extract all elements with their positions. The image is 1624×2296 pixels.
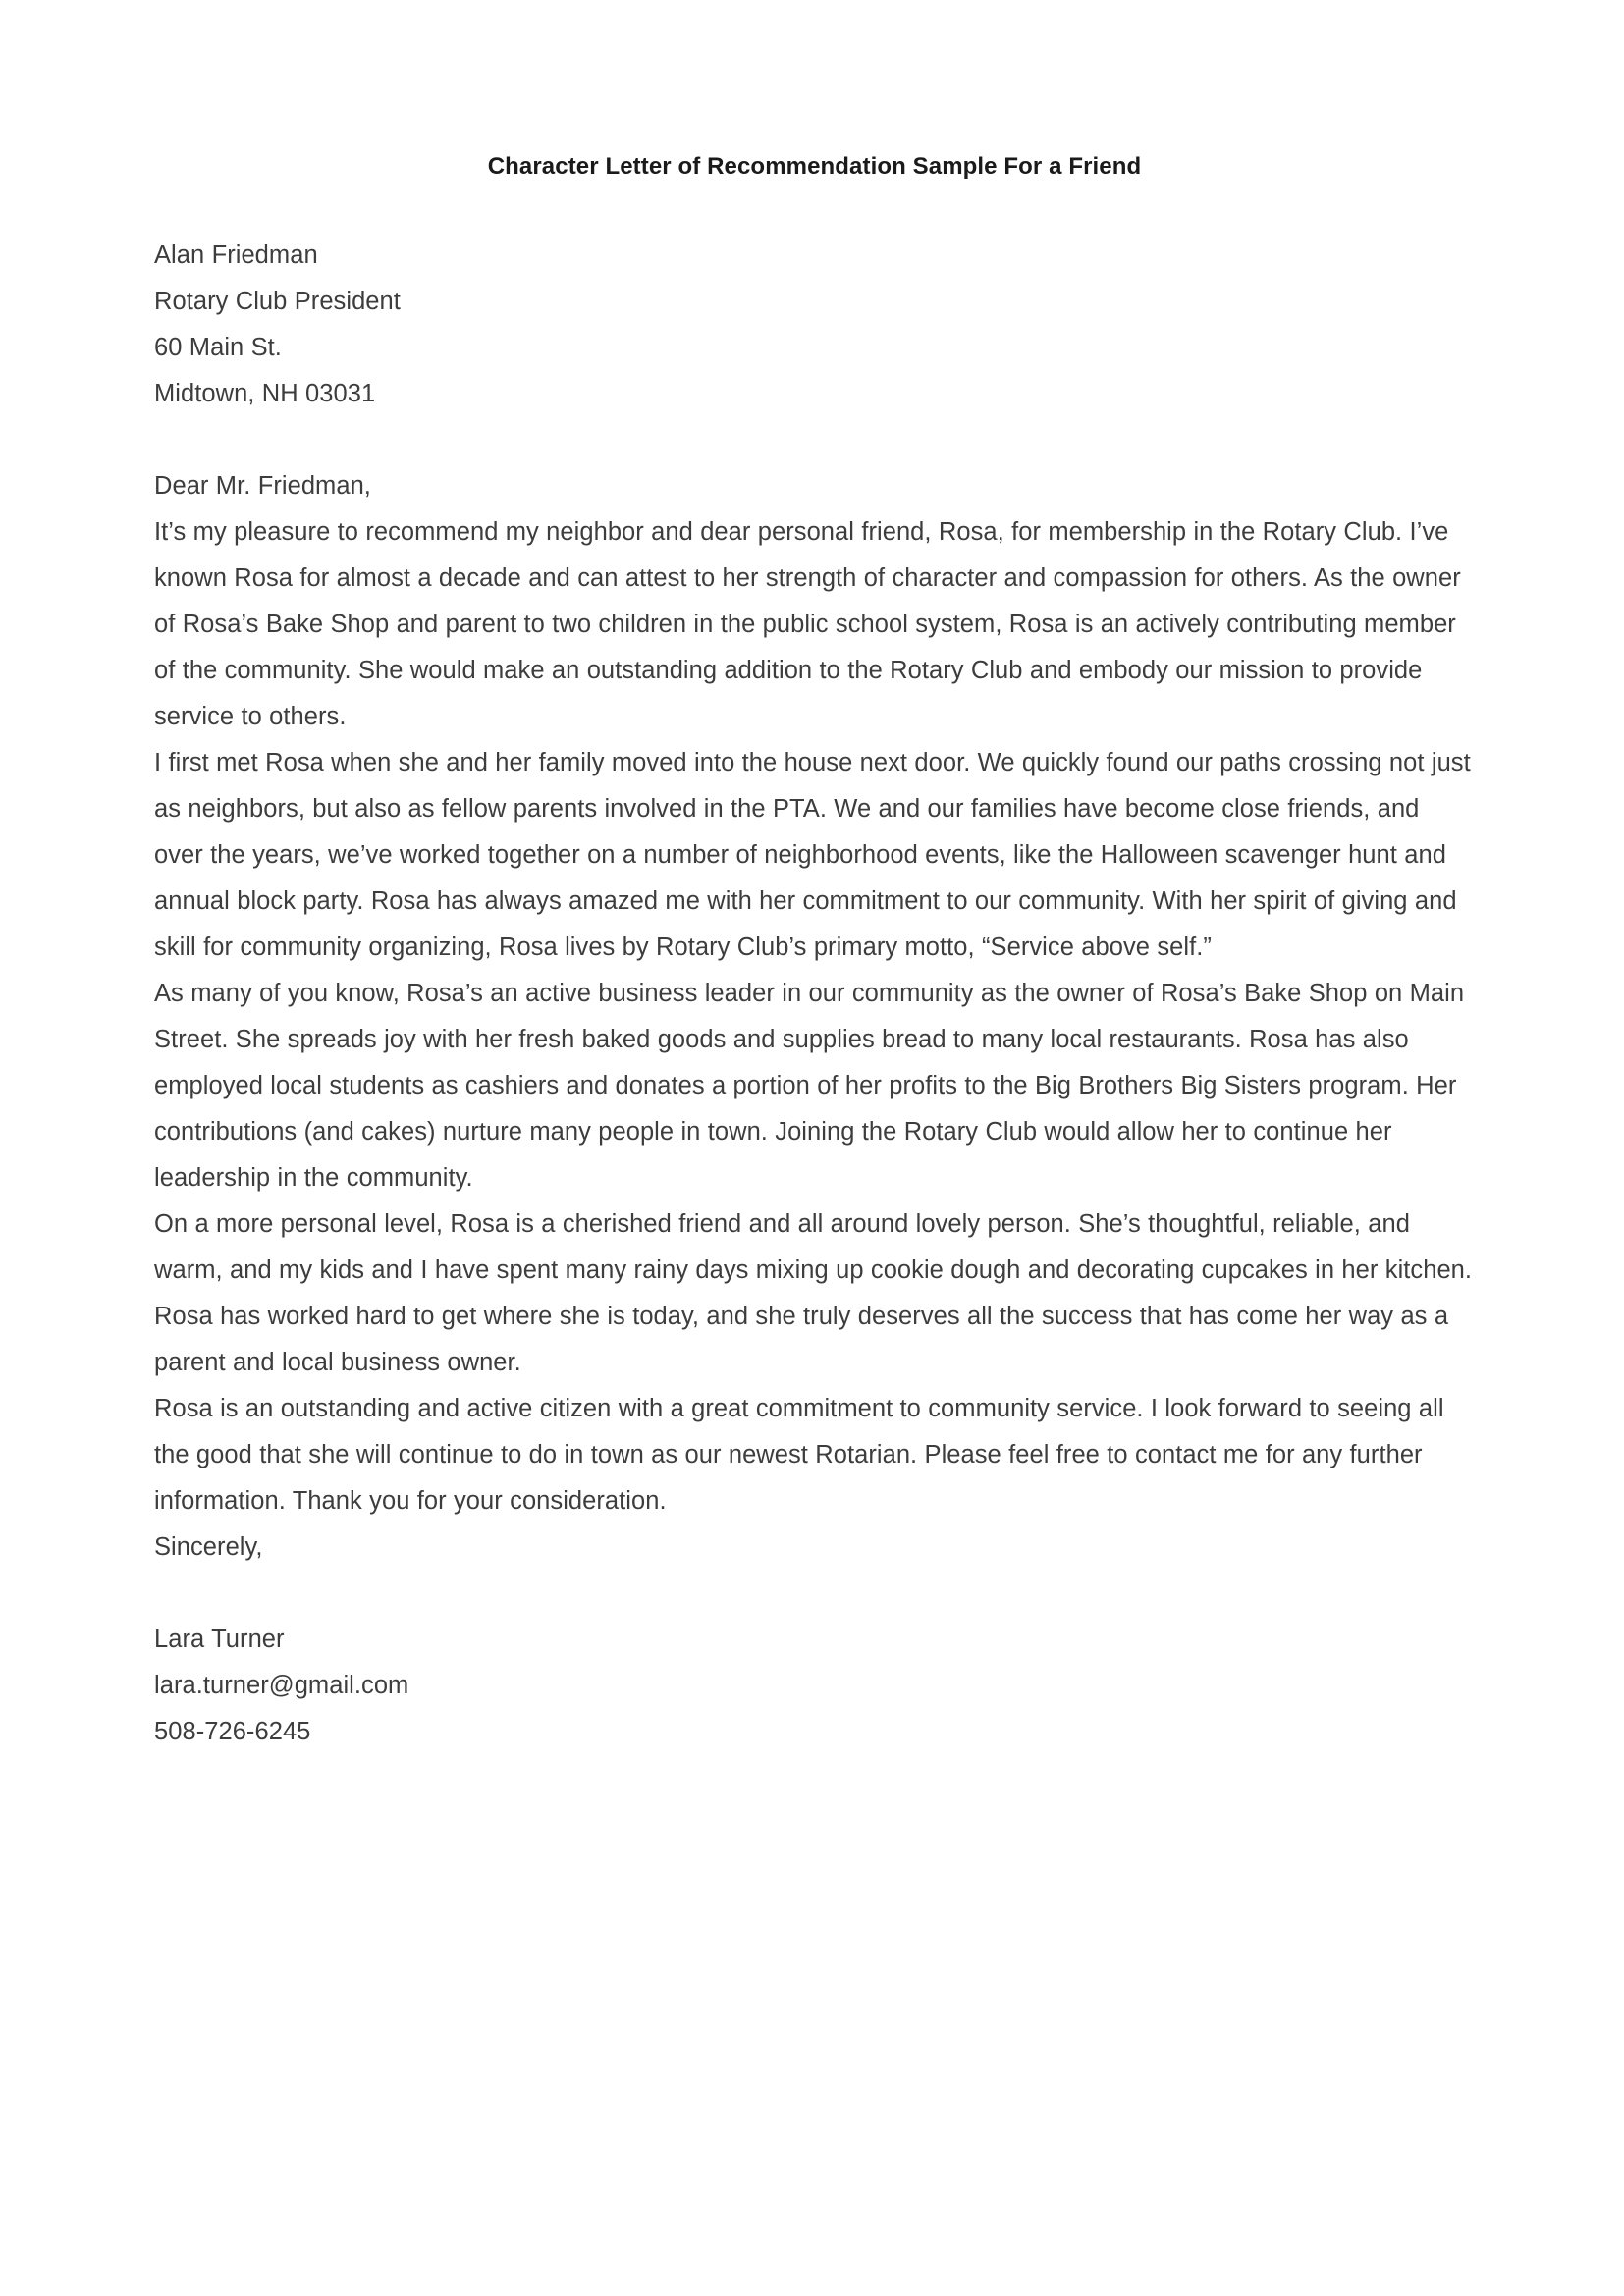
signer-name: Lara Turner (154, 1626, 285, 1653)
recipient-name: Alan Friedman (154, 241, 318, 269)
page-title: Character Letter of Recommendation Sample For a Friend (487, 153, 1142, 180)
recipient-address-block (154, 233, 1475, 417)
address-body-spacer (154, 417, 1475, 463)
body-paragraph-1: It’s my pleasure to recommend my neighbor and dear personal friend, Rosa, for membership in the Rotary Club. I’ve known Rosa for almost a decade and can attest to her strength of character and compassion for others. As the owner of Rosa’s Bake Shop and parent to two children in the public school system, Rosa is an actively contributing member of the community. She would make an outstanding addition to the Rotary Club and embody our mission to provide service to others. (154, 518, 1461, 730)
body-paragraph-4: On a more personal level, Rosa is a cherished friend and all around lovely person. She’s thoughtful, reliable, and warm, and my kids and I have spent many rainy days mixing up cookie dough and decorating cupcakes in her kitchen. Rosa has worked hard to get where she is today, and she truly deserves all the success that has come her way as a parent and local business owner. (154, 1210, 1473, 1376)
signature-spacer (154, 1571, 1475, 1617)
signer-email: lara.turner@gmail.com (154, 1672, 409, 1699)
body-paragraph-5: Rosa is an outstanding and active citizen with a great commitment to community service. I look forward to seeing all the good that she will continue to do in town as our newest Rotarian. Please feel free to contact me for any further information. Thank you for your consideration. (154, 1395, 1444, 1515)
closing-salutation: Sincerely, (154, 1533, 263, 1561)
body-paragraph-2: I first met Rosa when she and her family moved into the house next door. We quickly found our paths crossing not just as neighbors, but also as fellow parents involved in the PTA. We and our families have become close friends, and over the years, we’ve worked together on a number of neighborhood events, like the Halloween scavenger hunt and annual block party. Rosa has always amazed me with her commitment to our community. With her spirit of giving and skill for community organizing, Rosa lives by Rotary Club’s primary motto, “Service above self.” (154, 749, 1471, 961)
signer-phone: 508-726-6245 (154, 1718, 311, 1745)
recipient-role: Rotary Club President (154, 288, 401, 315)
title-spacer (154, 182, 1475, 233)
salutation: Dear Mr. Friedman, (154, 472, 371, 500)
recipient-city-state-zip: Midtown, NH 03031 (154, 380, 376, 407)
letter-content (154, 0, 1475, 1755)
recipient-street: 60 Main St. (154, 334, 282, 361)
signature-block (154, 1617, 1475, 1755)
body-paragraph-3: As many of you know, Rosa’s an active business leader in our community as the owner of Rosa’s Bake Shop on Main Street. She spreads joy with her fresh baked goods and supplies bread to many local restaurants. Rosa has also employed local students as cashiers and donates a portion of her profits to the Big Brothers Big Sisters program. Her contributions (and cakes) nurture many people in town. Joining the Rotary Club would allow her to continue her leadership in the community. (154, 980, 1465, 1192)
